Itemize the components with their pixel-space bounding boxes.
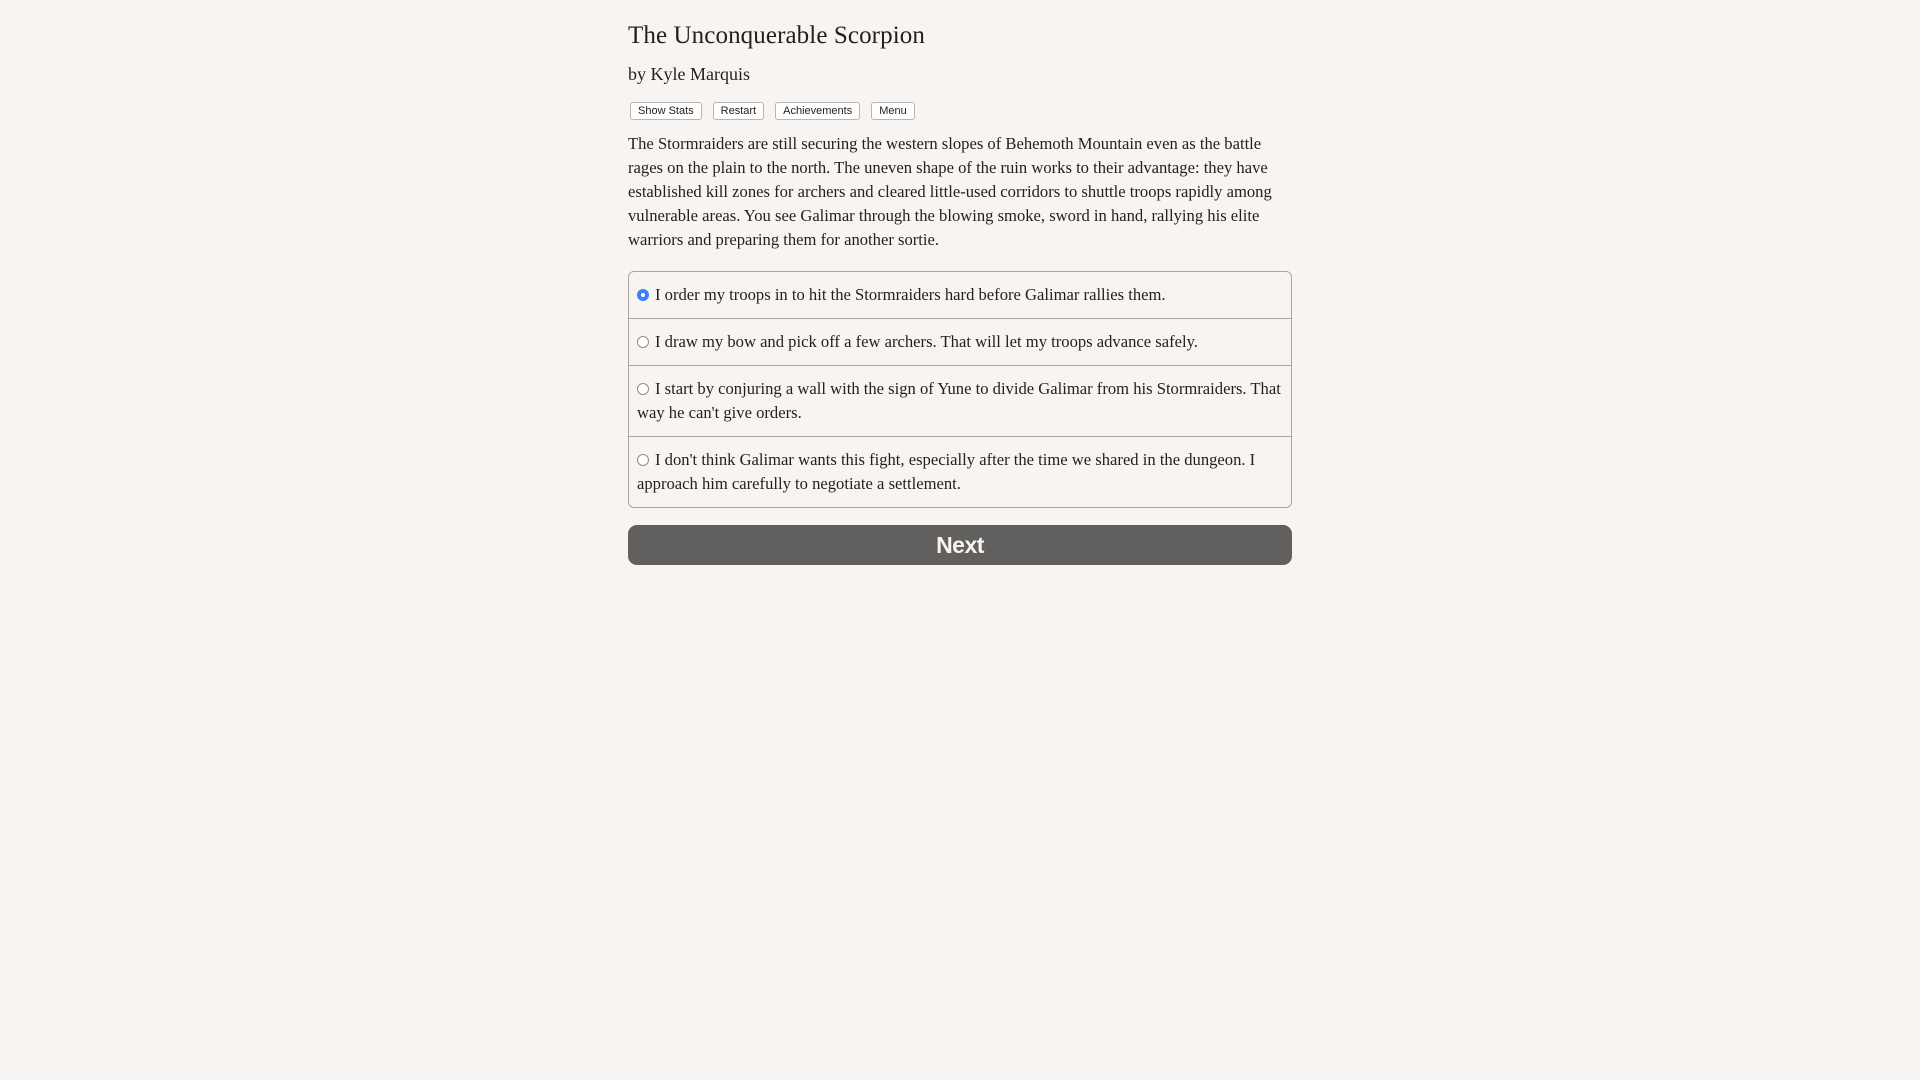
choice-option-4[interactable]	[629, 436, 1291, 507]
choice-option-2[interactable]	[629, 318, 1291, 365]
menu-button[interactable]: Menu	[871, 102, 915, 120]
game-container	[628, 18, 1292, 565]
choice-option-3[interactable]	[629, 365, 1291, 436]
narrative-text: The Stormraiders are still securing the western slopes of Behemoth Mountain even as the battle rages on the plain to the north. The uneven shape of the ruin works to their advantage: they have established kill zones for archers and cleared little-used corridors to shuttle troops rapidly among vulnerable areas. You see Galimar through the blowing smoke, sword in hand, rallying his elite warriors and preparing them for another sortie.	[628, 134, 1272, 249]
radio-unselected-icon[interactable]	[637, 454, 649, 466]
radio-selected-icon[interactable]	[637, 289, 649, 301]
choice-label: I draw my bow and pick off a few archers. That will let my troops advance safely.	[655, 332, 1198, 351]
achievements-button[interactable]: Achievements	[775, 102, 860, 120]
choice-list	[628, 271, 1292, 508]
restart-button[interactable]: Restart	[713, 102, 764, 120]
choice-option-1[interactable]	[629, 272, 1291, 318]
show-stats-button[interactable]: Show Stats	[630, 102, 702, 120]
choice-label: I don't think Galimar wants this fight, especially after the time we shared in the dungeon. I approach him carefully to negotiate a settlement.	[637, 450, 1256, 493]
radio-unselected-icon[interactable]	[637, 336, 649, 348]
radio-unselected-icon[interactable]	[637, 383, 649, 395]
choice-label: I start by conjuring a wall with the sign of Yune to divide Galimar from his Stormraiders. That way he can't give orders.	[637, 379, 1281, 422]
toolbar	[628, 102, 1292, 120]
author-line: by Kyle Marquis	[628, 64, 750, 84]
next-button[interactable]: Next	[628, 525, 1292, 565]
choice-label: I order my troops in to hit the Stormraiders hard before Galimar rallies them.	[655, 285, 1166, 304]
game-title: The Unconquerable Scorpion	[628, 22, 925, 49]
